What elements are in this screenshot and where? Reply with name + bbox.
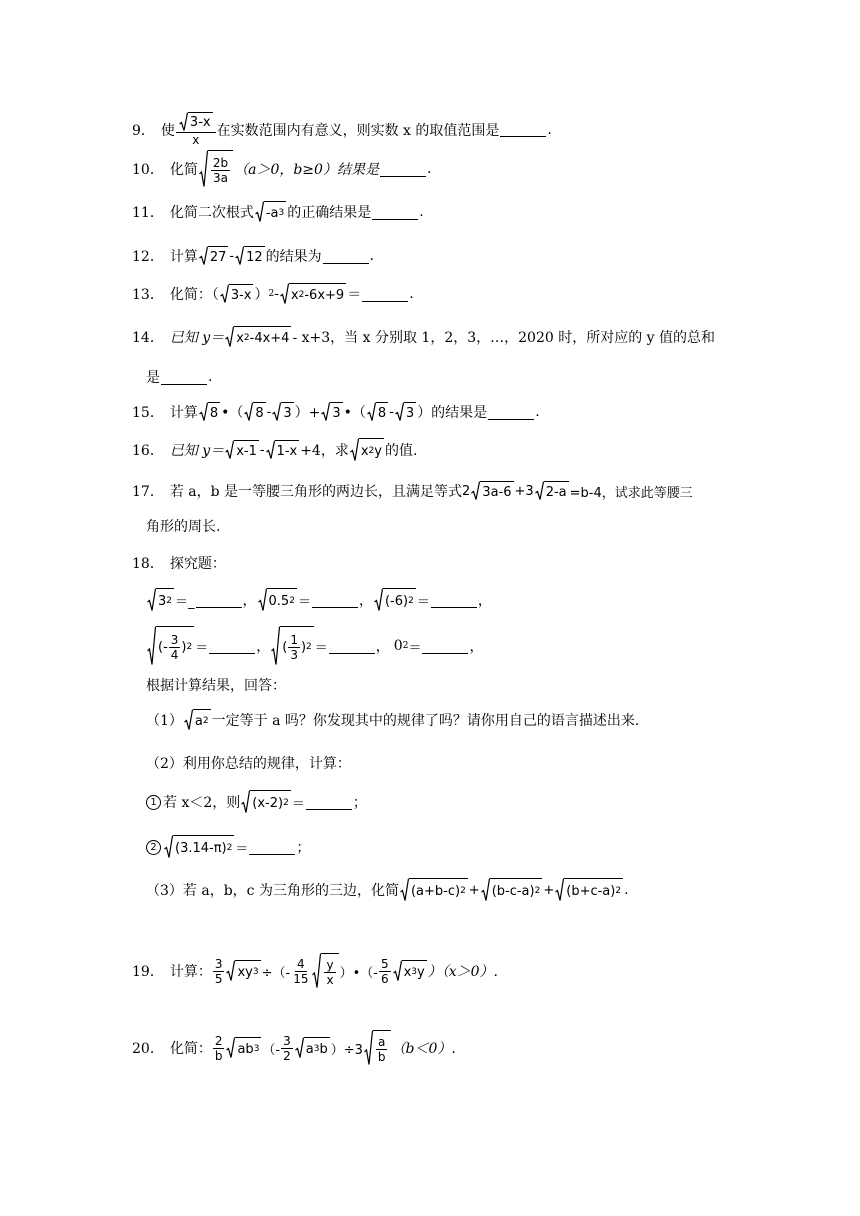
operator: - [259,442,265,458]
text: •（ [343,405,366,421]
radicand: b [319,1041,328,1057]
radicand: 8 [208,402,220,422]
radicand: 8 [376,402,388,422]
radical [471,481,513,501]
radical: -a 3 [255,201,286,223]
radicand: 3-x [229,284,254,304]
denominator: 3 [290,647,298,662]
text: ）（x＞0）. [427,964,498,980]
question-number: 17． [132,484,164,500]
text: 若 x＜2，则 [163,795,241,811]
equals: ＝ [314,640,328,656]
answer-blank[interactable] [196,593,242,608]
denominator: b [214,1048,223,1063]
circled-number: 1 [146,795,161,810]
radical: (b-c-a) 2 [481,878,543,902]
equals: ＝ [235,841,249,857]
radical [535,481,569,501]
coefficient: 2 [462,483,471,499]
radical [364,1030,391,1066]
radicand: (3.14-π) [175,840,227,856]
radicand: 1-x [275,440,300,460]
radical: a 3 b [295,1037,330,1059]
radical: (3.14-π) 2 [164,835,234,859]
part-label: （1） [146,713,183,729]
question-number: 19． [132,964,164,980]
question-17-line-2 [146,516,220,536]
answer-blank[interactable] [249,840,295,855]
question-number: 10． [132,162,164,178]
text: 的结果为 [265,249,322,265]
equals: ＝ [291,796,305,812]
radicand: x [403,964,412,980]
question-11 [132,201,424,223]
text: 根据计算结果，回答： [146,678,286,694]
radicand: 0.5 [268,593,290,609]
text: +4，求 [300,443,349,459]
question-9 [132,112,552,147]
answer-blank[interactable] [323,249,369,264]
denominator: 6 [380,971,389,986]
text: 化简：（ [169,287,219,303]
text: . [419,204,424,220]
radical: ( $\frac{1}{3}$ ) 2 [271,626,314,666]
radicand: -6x+9 [304,287,345,303]
radicand: xy [237,964,253,980]
numerator: 4 [297,956,305,971]
answer-blank[interactable] [161,370,207,385]
operator: - [266,404,272,420]
question-15 [132,402,540,422]
text: . [624,882,629,898]
radical: 3 2 [147,588,174,612]
radicand: x-1 [234,440,259,460]
answer-blank[interactable] [329,639,375,654]
radical: x 2 y [350,438,384,462]
radical: x 3 y [393,960,427,982]
radical [367,402,388,422]
q18-part-3 [146,878,629,902]
question-12 [132,246,374,266]
radical: a 2 [184,709,211,731]
text: （a＞0，b≥0）结果是 [234,162,379,178]
radical: x 2 -4x+4 [225,326,291,348]
denominator: 3a [212,170,228,185]
numerator: 2 [214,1033,223,1048]
question-number: 18． [132,556,164,572]
text: - x+3，当 x 分别取 1，2，3，…，2020 时，所对应的 y 值的总和 [292,330,716,346]
equals: ＝ [195,640,209,656]
equals: ＝ [408,640,422,656]
radical [225,440,259,460]
question-18 [132,553,226,573]
question-number: 11． [132,205,164,221]
radicand: (-6) [384,593,409,609]
q18-sub-1 [146,790,367,814]
text: ， [256,639,271,655]
radical [244,402,265,422]
radicand: (b+c-a) [566,883,616,899]
radical [220,284,254,304]
text: •（ [221,405,244,421]
operator: + [468,882,480,898]
numerator: 1 [290,632,298,647]
q18-part-2 [146,753,351,773]
answer-blank[interactable] [209,639,255,654]
text: ， [242,593,257,609]
radical [321,402,342,422]
radical: (-6) 2 [374,588,416,612]
text: ， [469,639,484,655]
question-number: 9． [132,122,155,139]
answer-blank[interactable] [380,162,426,177]
radicand: a [305,1041,314,1057]
text: （3）若 a，b，c 为三角形的三边，化简 [146,883,399,899]
radicand: y [374,443,382,459]
answer-blank[interactable] [312,593,358,608]
radicand: a [194,713,203,729]
answer-blank[interactable] [488,405,534,420]
fraction [176,112,216,147]
text: . [426,161,432,177]
question-14 [132,326,715,348]
numerator: a [378,1034,386,1049]
text: 是 [146,370,160,386]
operator: - [389,404,394,420]
question-13: 13． 化简：（ 3-x ） 2 - x 2 -6x+9 ＝ . [132,283,414,305]
text: ）+ [294,405,321,421]
text: 已知 y＝ [169,443,225,459]
answer-blank[interactable] [500,122,546,137]
radical [272,402,293,422]
text: 一定等于 a 吗？你发现其中的规律了吗？请你用自己的语言描述出来. [211,713,640,729]
text: 使 [160,122,175,139]
text: . [547,121,552,138]
question-number: 12． [132,249,164,265]
question-20 [132,1030,456,1066]
radicand: 3 [281,402,293,422]
answer-blank[interactable] [372,205,418,220]
base: 0 [393,638,403,654]
text: （2）利用你总结的规律，计算： [146,756,351,772]
text: 化简二次根式 [169,205,254,221]
equals: ＝_ [175,594,195,610]
radicand: 3a-6 [480,481,513,501]
radicand: 3 [158,593,167,609]
question-16 [132,438,417,462]
radical [179,112,213,132]
text: =b-4，试求此等腰三 [569,485,693,501]
q18-row-2: (- $\frac{3}{4}$ ) 2 ＝ ， ( $\frac{1}{3}$ ) 2 ＝ ， 0 2 ＝ ， [146,626,483,666]
radicand: x [360,443,369,459]
text: 化简： [169,1041,212,1057]
radicand: 3 [330,402,342,422]
text: . [208,369,213,385]
equals: ＝ [416,594,430,610]
question-number: 20． [132,1041,164,1057]
operator: ）÷3 [330,1042,363,1058]
text: 计算 [169,405,198,421]
question-number: 16． [132,443,164,459]
answer-blank[interactable] [431,593,477,608]
radicand: 27 [208,246,229,266]
text: 化简 [169,162,198,178]
q18-sub-2 [146,835,310,859]
denominator: 4 [170,647,179,662]
equals: ＝ [297,594,311,610]
radicand: -a [265,205,279,221]
radicand: (a+b-c) [410,883,461,899]
denominator: x [326,972,334,987]
text: ， [358,593,373,609]
question-14-line-2 [146,367,212,387]
radical: (b+c-a) 2 [555,878,623,902]
operator: ）•（- [339,965,378,981]
radicand: y [417,964,425,980]
radical [266,440,300,460]
operator: + [543,882,555,898]
numerator: 2b [212,155,229,170]
radical [199,150,233,188]
text: . [409,286,414,302]
text: 角形的周长. [146,519,221,535]
radicand: 8 [253,402,265,422]
radicand: (b-c-a) [491,883,535,899]
text: . [535,404,540,420]
text: 的正确结果是 [287,205,372,221]
operator: ÷（- [261,965,291,981]
radical [395,402,416,422]
radical: xy 3 [226,960,260,982]
q18-instruction [146,675,286,695]
question-title: 探究题： [169,556,226,572]
numerator: y [326,957,334,972]
q18-row-1 [146,588,492,612]
operator: - [229,248,235,264]
answer-blank[interactable] [362,287,408,302]
radicand: 2-a [544,481,569,501]
question-number: 13． [132,287,164,303]
radical: (x-2) 2 [241,790,291,814]
operator: （- [262,1042,281,1058]
radicand: x [236,330,244,346]
question-19 [132,953,498,989]
text: ）的结果是 [417,405,488,421]
text: ； [296,840,311,856]
radical [235,246,265,266]
radicand: (x-2) [252,795,284,811]
numerator: 3 [214,956,223,971]
question-number: 15． [132,405,164,421]
radical: 0.5 2 [258,588,297,612]
text: 计算： [169,964,212,980]
text: （b＜0）. [391,1041,456,1057]
radical [199,246,229,266]
text: ， [477,593,492,609]
numerator: 3 [283,1033,291,1048]
radical: (a+b-c) 2 [400,878,468,902]
radicand: 12 [244,246,265,266]
question-number: 14． [132,330,164,346]
text: . [369,248,375,264]
radicand: ab [237,1041,254,1057]
denominator: 5 [214,971,223,986]
text: 若 a，b 是一等腰三角形的两边长，且满足等式 [169,484,463,500]
text: 已知 y＝ [169,330,225,346]
radical: (- $\frac{3}{4}$ ) 2 [147,626,194,666]
denominator: 2 [283,1048,291,1063]
radical [199,402,220,422]
text: 在实数范围内有意义，则实数 x 的取值范围是 [216,122,500,139]
q18-part-1 [146,709,639,731]
numerator: 5 [380,956,389,971]
circled-number: 2 [146,840,161,855]
radical [312,953,338,989]
radicand: 3-x [188,112,213,132]
answer-blank[interactable] [306,795,352,810]
denominator: b [377,1049,386,1064]
question-10 [132,150,431,188]
question-17 [132,481,693,501]
radicand: -4x+4 [249,330,290,346]
radical: ab 3 [226,1037,261,1059]
radicand: x [290,287,299,303]
operator: - [274,286,279,302]
operator: +3 [514,483,534,499]
denominator: x [192,133,200,147]
radical: x 2 -6x+9 [280,283,346,305]
answer-blank[interactable] [422,639,468,654]
denominator: 15 [293,971,309,986]
radicand: 3 [404,402,416,422]
text: ； [352,795,367,811]
text: ＝ [347,287,362,303]
numerator: 3 [170,632,179,647]
text: ， [375,639,390,655]
text: 的值. [384,443,418,459]
text: ） [254,287,269,303]
text: 计算 [169,249,198,265]
